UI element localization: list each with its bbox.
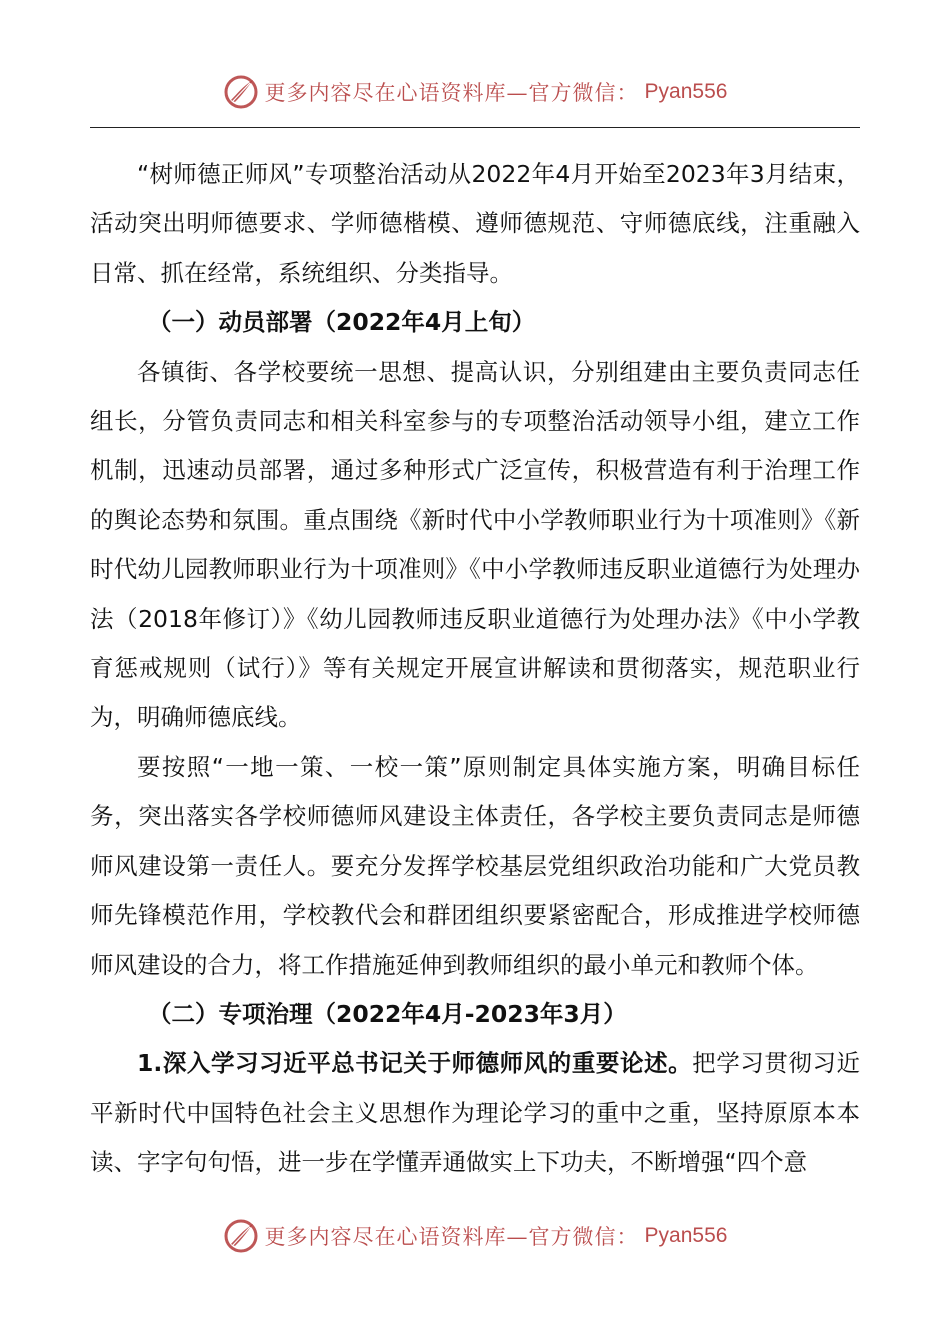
paragraph-intro: “树师德正师风”专项整治活动从2022年4月开始至2023年3月结束，活动突出明师德要求、学师德楷模、遵师德规范、守师德底线，注重融入日常、抓在经常，系统组织、分类指导。 — [90, 160, 860, 287]
paragraph-study-lead: 1.深入学习习近平总书记关于师德师风的重要论述。 — [137, 1049, 693, 1078]
paragraph-implementation: 要按照“一地一策、一校一策”原则制定具体实施方案，明确目标任务，突出落实各学校师德师风建设主体责任，各学校主要负责同志是师德师风建设第一责任人。要充分发挥学校基层党组织政治功能和广大党员教师先锋模范作用，学校教代会和群团组织要紧密配合，形成推进学校师德师风建设的合力，将工作措施延伸到教师组织的最小单元和教师个体。 — [90, 752, 860, 979]
wechat-id: Pyan556 — [644, 1224, 728, 1247]
watermark-text: 更多内容尽在心语资料库—官方微信： — [264, 1225, 639, 1249]
header-watermark — [0, 70, 950, 114]
paragraph-study-body: 把学习贯彻习近平新时代中国特色社会主义思想作为理论学习的重中之重，坚持原原本本读、字字句句悟，进一步在学懂弄通做实上下功夫，不断增强“四个意 — [90, 1049, 861, 1177]
paragraph-mobilization: 各镇街、各学校要统一思想、提高认识，分别组建由主要负责同志任组长，分管负责同志和相关科室参与的专项整治活动领导小组，建立工作机制，迅速动员部署，通过多种形式广泛宣传，积极营造有利于治理工作的舆论态势和氛围。重点围绕《新时代中小学教师职业行为十项准则》《新时代幼儿园教师职业行为十项准则》《中小学教师违反职业道德行为处理办法（2018年修订）》《幼儿园教师违反职业道德行为处理办法》《中小学教育惩戒规则（试行）》等有关规定开展宣讲解读和贯彻落实，规范职业行为，明确师德底线。 — [90, 357, 860, 732]
wechat-id: Pyan556 — [644, 80, 728, 103]
document-body — [90, 150, 860, 1188]
watermark-text: 更多内容尽在心语资料库—官方微信： — [264, 81, 639, 105]
feather-logo-icon — [223, 74, 259, 110]
section-heading-1: （一）动员部署（2022年4月上旬） — [148, 308, 536, 337]
header-divider — [90, 127, 860, 128]
section-heading-2: （二）专项治理（2022年4月-2023年3月） — [148, 999, 627, 1028]
feather-logo-icon — [223, 1218, 259, 1254]
paragraph-study — [90, 1039, 860, 1187]
footer-watermark — [0, 1214, 950, 1258]
